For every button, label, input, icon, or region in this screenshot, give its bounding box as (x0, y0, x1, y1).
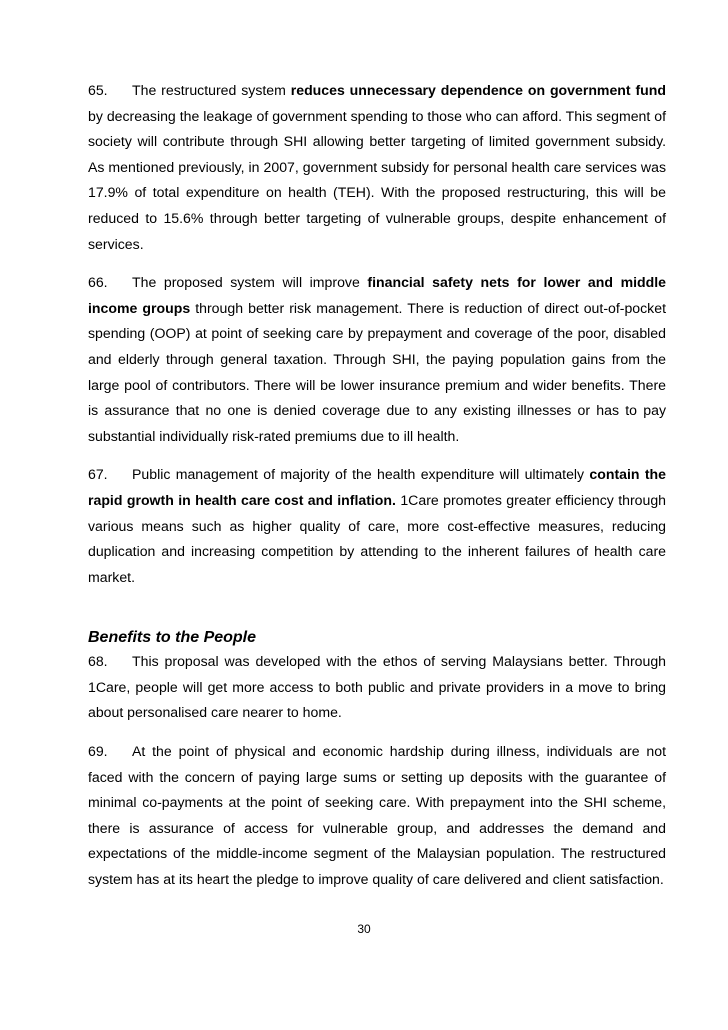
paragraph-text: Public management of majority of the health expenditure will ultimately (132, 466, 590, 483)
paragraph-group-bottom (88, 649, 666, 892)
paragraph-text: by decreasing the leakage of government spending to those who can afford. This segment of society will contribute through SHI allowing better targeting of limited government subsidy. As mentioned previously, in 2007, government subsidy for personal health care services was 17.9% of total expenditure on health (TEH). With the proposed restructuring, this will be reduced to 15.6% through better targeting of vulnerable groups, despite enhancement of services. (88, 107, 666, 252)
paragraph-text: The restructured system (132, 82, 291, 98)
paragraph-number: 69. (88, 743, 108, 760)
paragraph-number: 65. (88, 82, 108, 98)
paragraph-68 (88, 649, 666, 726)
page-number: 30 (357, 922, 371, 936)
paragraph-69 (88, 739, 666, 893)
emphasized-text: contain the rapid growth in health care cost and inflation. (88, 466, 666, 508)
paragraph-65 (88, 78, 666, 257)
section-heading: Benefits to the People (88, 629, 257, 647)
emphasized-text: reduces unnecessary dependence on government fund (290, 82, 666, 98)
paragraph-67 (88, 462, 666, 590)
paragraph-group-top (88, 78, 666, 590)
paragraph-text: The proposed system will improve (132, 274, 368, 291)
paragraph-number: 66. (88, 274, 108, 291)
paragraph-number: 68. (88, 653, 108, 670)
paragraph-66 (88, 270, 666, 449)
paragraph-text: This proposal was developed with the ethos of serving Malaysians better. Through 1Care, people will get more access to both public and private providers in a move to bring about personalised care nearer to home. (88, 653, 666, 721)
emphasized-text: financial safety nets for lower and middle income groups (88, 274, 666, 316)
paragraph-text: 1Care promotes greater efficiency through various means such as higher quality of care, more cost-effective measures, reducing duplication and increasing competition by attending to the inherent failures of health care market. (88, 491, 666, 585)
paragraph-text: At the point of physical and economic hardship during illness, individuals are not faced with the concern of paying large sums or setting up deposits with the guarantee of minimal co-payments at the point of seeking care. With prepayment into the SHI scheme, there is assurance of access for vulnerable group, and addresses the demand and expectations of the middle-income segment of the Malaysian population. The restructured system has at its heart the pledge to improve quality of care delivered and client satisfaction. (88, 743, 666, 888)
paragraph-number: 67. (88, 466, 108, 483)
document-page (88, 78, 666, 906)
paragraph-text: through better risk management. There is reduction of direct out-of-pocket spending (OOP) at point of seeking care by prepayment and coverage of the poor, disabled and elderly through general taxation. Through SHI, the paying population gains from the large pool of contributors. There will be lower insurance premium and wider benefits. There is assurance that no one is denied coverage due to any existing illnesses or has to pay substantial individually risk-rated premiums due to ill health. (88, 299, 666, 444)
